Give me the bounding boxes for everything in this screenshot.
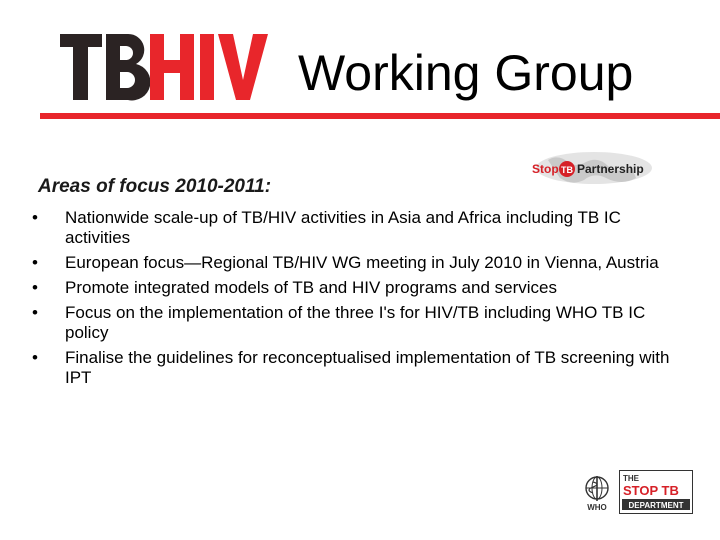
page-title: Working Group [298,45,634,101]
section-subtitle: Areas of focus 2010-2011: [38,176,272,197]
list-item [30,208,690,248]
svg-text:TB: TB [561,165,573,175]
title-divider [40,113,720,119]
list-item-text: Promote integrated models of TB and HIV programs and services [65,278,557,297]
stoptb-line3: DEPARTMENT [628,501,684,510]
bullet-marker: • [32,253,38,272]
list-item-text: Focus on the implementation of the three I's for HIV/TB including WHO TB IC policy [65,303,646,342]
list-item-text: European focus—Regional TB/HIV WG meeting in July 2010 in Vienna, Austria [65,253,659,272]
bullet-marker: • [32,278,38,297]
bullet-marker: • [32,348,38,367]
stoptb-line1: THE [623,474,639,483]
who-emblem-icon [580,474,614,512]
list-item [30,253,690,273]
list-item-text: Finalise the guidelines for reconceptualised implementation of TB screening with IPT [65,348,670,387]
stop-tb-department-logo [619,470,693,514]
svg-text:Partnership: Partnership [577,162,644,176]
stop-tb-partnership-logo [528,150,654,186]
focus-list [30,208,690,393]
bullet-marker: • [32,208,38,227]
stoptb-line2: STOP TB [623,483,679,498]
svg-text:Stop: Stop [532,162,559,176]
tbhiv-logo [58,32,268,102]
list-item [30,303,690,343]
who-label: WHO [587,503,607,512]
list-item [30,278,690,298]
bullet-marker: • [32,303,38,322]
list-item-text: Nationwide scale-up of TB/HIV activities in Asia and Africa including TB IC activities [65,208,621,247]
list-item [30,348,690,388]
